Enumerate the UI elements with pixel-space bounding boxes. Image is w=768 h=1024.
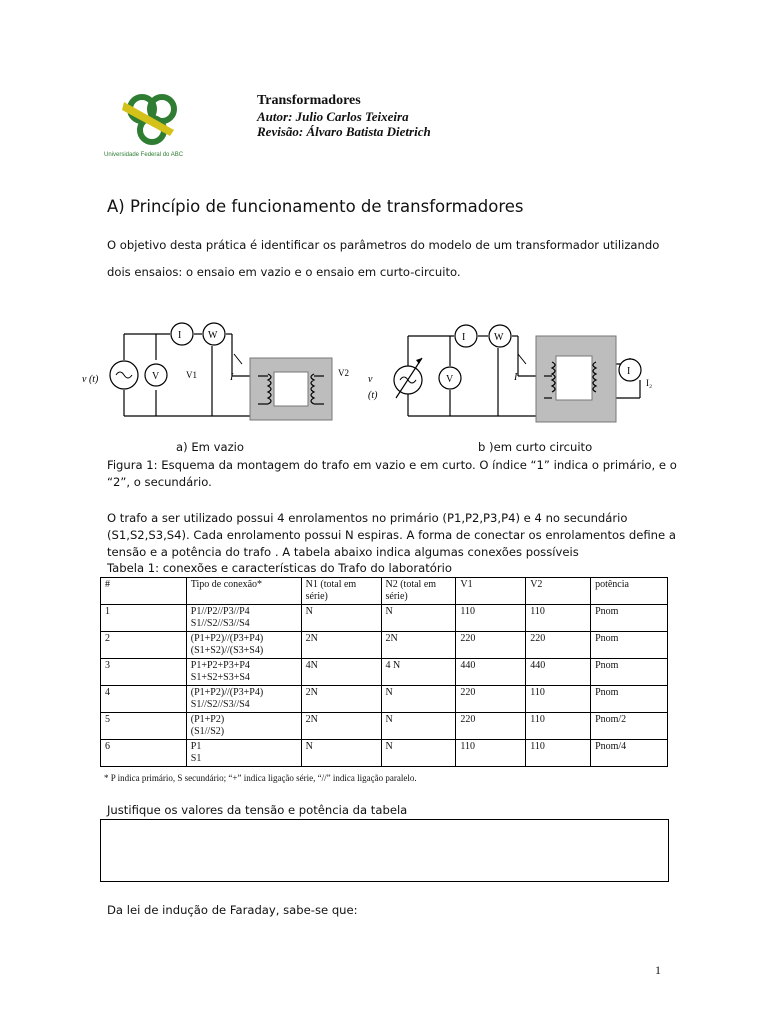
table-cell [186,605,301,632]
ammeter-icon [455,325,477,347]
table-cell: 4 N [381,659,456,686]
table-cell: Pnom [591,659,668,686]
figure-caption-line-1: Figura 1: Esquema da montagem do trafo em vazio e em curto. O índice “1” indica o primário, e o [107,458,677,472]
answer-box[interactable] [100,819,669,882]
table-cell: 220 [456,632,526,659]
primary-connection: (P1+P2)//(P3+P4) [190,687,264,698]
table-cell: 4N [301,659,381,686]
table-cell: N [381,686,456,713]
table-cell: Pnom [591,686,668,713]
table-row [101,605,668,632]
svg-text:I: I [178,330,182,341]
table-cell: 110 [526,686,591,713]
figure-label-a: a) Em vazio [176,440,244,454]
document-revision: Revisão: Álvaro Batista Dietrich [257,124,431,139]
table-row [101,713,668,740]
intro-line-2: dois ensaios: o ensaio em vazio e o ensaio em curto-circuito. [107,265,461,279]
table-cell: 6 [101,740,187,767]
table-header-cell: V1 [456,578,526,605]
svg-text:V2: V2 [338,368,349,378]
table-header-cell: V2 [526,578,591,605]
table-cell: 2N [301,632,381,659]
secondary-connection: (S1+S2)//(S3+S4) [190,644,264,656]
body-line-3: tensão e a potência do trafo . A tabela abaixo indica algumas conexões possíveis [107,545,579,559]
table-footnote: * P indica primário, S secundário; “+” indica ligação série, “//” indica ligação paralelo. [104,773,417,783]
page-number: 1 [655,963,661,977]
figure-label-b: b )em curto circuito [478,440,593,454]
table-cell: 110 [526,740,591,767]
table-caption: Tabela 1: conexões e características do Trafo do laboratório [107,561,452,575]
secondary-connection: S1+S2+S3+S4 [190,671,250,683]
primary-connection: P1 [190,741,202,752]
table-row [101,632,668,659]
svg-text:I₂: I₂ [646,378,653,388]
ufabc-logo-icon [104,92,214,150]
svg-text:I: I [627,366,631,377]
svg-text:W: W [494,332,504,343]
table-cell: N [301,740,381,767]
table-row [101,740,668,767]
figure-caption-line-2: “2”, o secundário. [107,475,212,489]
logo-caption: Universidade Federal do ABC [104,152,184,158]
table-cell: 4 [101,686,187,713]
svg-text:I: I [514,372,518,383]
table-header-cell: # [101,578,187,605]
question-prompt: Justifique os valores da tensão e potência da tabela [107,803,408,817]
table-cell: 110 [526,713,591,740]
svg-text:V1: V1 [186,370,197,380]
table-cell: 110 [526,605,591,632]
svg-text:W: W [208,330,218,341]
document-title: Transformadores [257,93,361,108]
table-cell: Pnom [591,632,668,659]
table-cell: 440 [526,659,591,686]
table-cell: 220 [456,686,526,713]
table-cell: 2N [301,713,381,740]
svg-text:I: I [462,332,466,343]
table-row [101,686,668,713]
table-cell: 440 [456,659,526,686]
intro-line-1: O objetivo desta prática é identificar os parâmetros do modelo de um transformador utilizando [107,238,660,252]
table-row [101,659,668,686]
table-cell [186,713,301,740]
section-heading: A) Princípio de funcionamento de transformadores [107,197,524,216]
table-cell: N [301,605,381,632]
table-header-cell: N1 (total em série) [301,578,381,605]
table-cell: Pnom [591,605,668,632]
table-cell [186,632,301,659]
document-author: Autor: Julio Carlos Teixeira [257,109,409,124]
primary-connection: (P1+P2)//(P3+P4) [190,633,264,644]
table-header-cell: N2 (total em série) [381,578,456,605]
connections-table [100,577,668,767]
table-cell: 110 [456,605,526,632]
table-cell: 1 [101,605,187,632]
ammeter-icon [171,323,193,345]
table-cell: 3 [101,659,187,686]
svg-text:V: V [446,374,454,385]
table-cell [186,686,301,713]
secondary-connection: S1//S2//S3//S4 [190,698,250,710]
table-cell [186,740,301,767]
table-header-cell: Tipo de conexão* [186,578,301,605]
secondary-connection: S1 [190,752,202,764]
svg-text:(t): (t) [368,390,378,401]
table-cell: N [381,740,456,767]
secondary-connection: S1//S2//S3//S4 [190,617,250,629]
table-cell: N [381,713,456,740]
table-header-row [101,578,668,605]
svg-text:V: V [152,371,160,382]
table-header-cell: potência [591,578,668,605]
primary-connection: P1+P2+P3+P4 [190,660,250,671]
svg-text:v (t): v (t) [82,374,99,385]
table-cell: Pnom/2 [591,713,668,740]
table-cell: 110 [456,740,526,767]
circuit-diagram-short [368,318,668,428]
circuit-diagram-open [82,318,372,428]
table-cell: 220 [456,713,526,740]
secondary-connection: (S1//S2) [190,725,225,737]
university-logo [104,92,214,162]
table-cell: 220 [526,632,591,659]
body-line-1: O trafo a ser utilizado possui 4 enrolamentos no primário (P1,P2,P3,P4) e 4 no secundário [107,511,628,525]
svg-text:I: I [230,372,234,383]
body-line-2: (S1,S2,S3,S4). Cada enrolamento possui N espiras. A forma de conectar os enrolamentos define a [107,528,676,542]
primary-connection: P1//P2//P3//P4 [190,606,250,617]
primary-connection: (P1+P2) [190,714,225,725]
table-cell: 2N [301,686,381,713]
table-cell: 2 [101,632,187,659]
table-cell [186,659,301,686]
table-cell: Pnom/4 [591,740,668,767]
faraday-text: Da lei de indução de Faraday, sabe-se que: [107,903,358,917]
table-cell: N [381,605,456,632]
table-cell: 2N [381,632,456,659]
table-cell: 5 [101,713,187,740]
svg-text:v: v [368,374,373,385]
